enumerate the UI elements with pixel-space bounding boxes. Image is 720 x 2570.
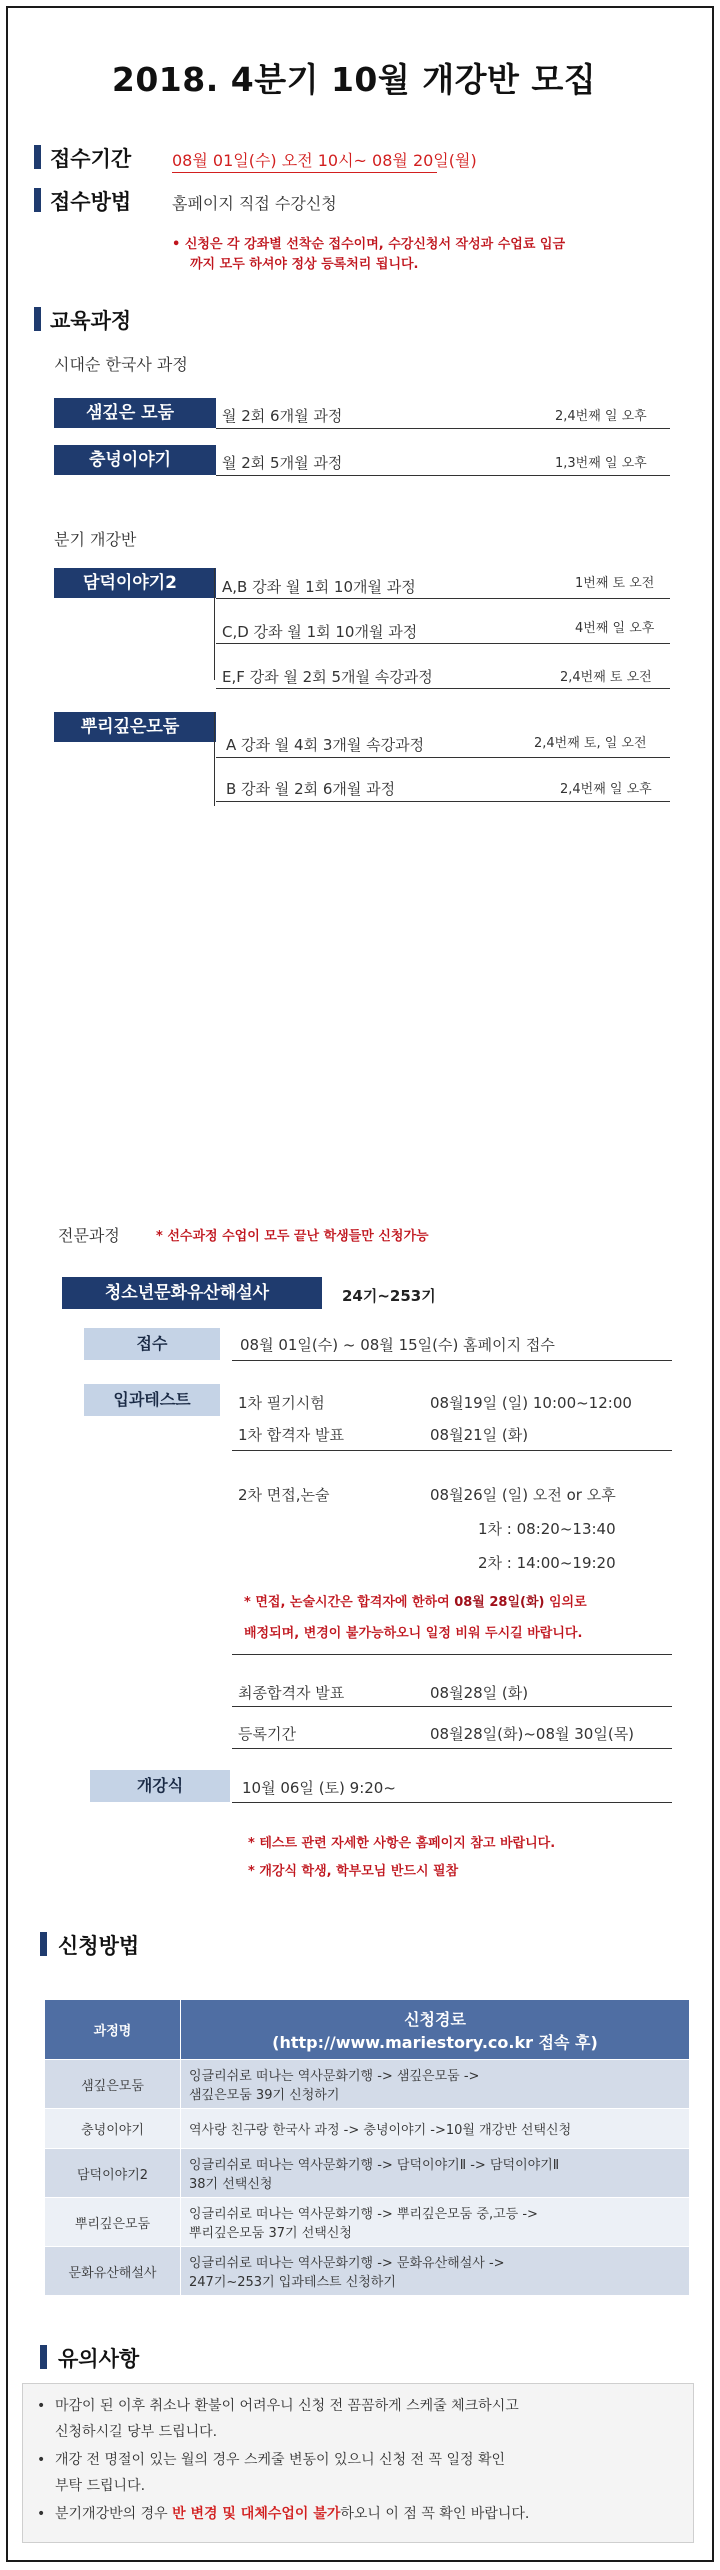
course-cell: 샘깊은모둠: [45, 2060, 181, 2109]
test-value: 08월19일 (일) 10:00~12:00: [430, 1394, 632, 1412]
row-divider: [216, 598, 670, 599]
row-divider: [232, 1450, 672, 1451]
path-line: 잉글리쉬로 떠나는 역사문화기행 -> 문화유산해설사 ->: [189, 2256, 505, 2271]
bullet: •: [37, 2452, 46, 2468]
path-line: 역사랑 친구랑 한국사 과정 -> 충녕이야기 ->10월 개강반 선택신청: [189, 2123, 572, 2138]
table-row: [45, 2198, 690, 2247]
interview-note-date: 08월 28일(화): [454, 1595, 545, 1610]
section-marker: [40, 1932, 47, 1956]
path-cell: [181, 2109, 690, 2149]
interview-note-text: 임의로: [544, 1595, 587, 1610]
course-tag-saemgipeun: 샘깊은 모둠: [54, 398, 206, 428]
final-value: 08월28일(화)~08월 30일(목): [430, 1725, 635, 1743]
course-desc: A 강좌 월 4회 3개월 속강과정: [226, 736, 425, 754]
table-row: [45, 2247, 690, 2296]
row-divider: [216, 801, 670, 802]
bullet: •: [37, 2398, 46, 2414]
path-cell: [181, 2247, 690, 2296]
section-marker: [34, 188, 41, 212]
course-schedule: 1,3번째 일 오후: [555, 456, 647, 471]
col-header-path: [181, 2000, 690, 2060]
period-underline: [172, 172, 437, 173]
program-terms: 24기~253기: [342, 1287, 436, 1305]
col-header-path-line2: (http://www.mariestory.co.kr 접속 후): [272, 2032, 598, 2052]
notice-text: 분기개강반의 경우: [55, 2506, 173, 2522]
notice-item-1-cont: 신청하시길 당부 드립니다.: [55, 2424, 218, 2440]
col-header-path-line1: 신청경로: [404, 2009, 466, 2029]
notice-item-3: [37, 2502, 529, 2526]
footnote-2: * 개강식 학생, 학부모님 반드시 필참: [248, 1864, 459, 1879]
table-header-row: [45, 2000, 690, 2060]
test-item: 1차 합격자 발표: [238, 1426, 345, 1444]
expert-heading: 전문과정: [58, 1226, 120, 1245]
reception-method-label: 접수방법: [50, 190, 132, 214]
curriculum-heading: 교육과정: [50, 309, 132, 333]
final-item: 등록기간: [238, 1725, 296, 1743]
apply-heading: 신청방법: [58, 1934, 140, 1958]
course-schedule: 2,4번째 토, 일 오전: [534, 736, 647, 751]
table-row: [45, 2060, 690, 2109]
path-cell: [181, 2149, 690, 2198]
section-marker: [34, 307, 41, 331]
chrono-heading: 시대순 한국사 과정: [54, 355, 188, 374]
course-schedule: 2,4번째 토 오전: [560, 670, 652, 685]
test-value: 08월21일 (화): [430, 1426, 529, 1444]
bullet: •: [37, 2506, 46, 2522]
interview-slot-2: 2차 : 14:00~19:20: [478, 1554, 616, 1572]
course-cell: 문화유산해설사: [45, 2247, 181, 2296]
reception-tag: 접수: [84, 1328, 220, 1360]
course-desc: B 강좌 월 2회 6개월 과정: [226, 780, 396, 798]
row-divider: [232, 1802, 672, 1803]
table-row: [45, 2149, 690, 2198]
course-desc: A,B 강좌 월 1회 10개월 과정: [222, 578, 416, 596]
path-line: 잉글리쉬로 떠나는 역사문화기행 -> 샘깊은모둠 ->: [189, 2069, 480, 2084]
notice-box: [22, 2383, 694, 2543]
section-marker: [34, 145, 41, 169]
notice-item-2: [37, 2448, 505, 2472]
notice-emphasis: 반 변경 및 대체수업이 불가: [172, 2506, 341, 2522]
expert-note: * 선수과정 수업이 모두 끝난 학생들만 신청가능: [156, 1229, 429, 1244]
path-cell: [181, 2198, 690, 2247]
group-bracket: [214, 568, 215, 680]
course-cell: 담덕이야기2: [45, 2149, 181, 2198]
apply-table: [44, 1999, 690, 2296]
course-schedule: 2,4번째 일 오후: [555, 409, 647, 424]
course-schedule: 2,4번째 일 오후: [560, 782, 652, 797]
notice-heading: 유의사항: [58, 2347, 140, 2371]
course-tag-ppuri: 뿌리깊은모둠: [54, 712, 206, 742]
course-schedule: 1번째 토 오전: [575, 576, 655, 591]
test-item: 2차 면접,논술: [238, 1486, 330, 1504]
reception-period-value: 08월 01일(수) 오전 10시~ 08월 20일(월): [172, 151, 477, 170]
col-header-course: 과정명: [45, 2000, 181, 2060]
path-cell: [181, 2060, 690, 2109]
row-divider: [216, 643, 670, 644]
course-cell: 뿌리깊은모둠: [45, 2198, 181, 2247]
path-line: 뿌리깊은모둠 37기 선택신청: [189, 2226, 352, 2241]
interview-slot-1: 1차 : 08:20~13:40: [478, 1520, 616, 1538]
test-item: 1차 필기시험: [238, 1394, 325, 1412]
path-line: 247기~253기 입과테스트 신청하기: [189, 2275, 396, 2290]
quarter-heading: 분기 개강반: [54, 530, 137, 549]
course-schedule: 4번째 일 오후: [575, 621, 655, 636]
course-desc: C,D 강좌 월 1회 10개월 과정: [222, 623, 418, 641]
course-cell: 충녕이야기: [45, 2109, 181, 2149]
reception-note-line2: 까지 모두 하셔야 정상 등록처리 됩니다.: [190, 257, 419, 272]
test-value: 08월26일 (일) 오전 or 오후: [430, 1486, 616, 1504]
expert-reception-value: 08월 01일(수) ~ 08월 15일(수) 홈페이지 접수: [240, 1336, 555, 1354]
final-item: 최종합격자 발표: [238, 1684, 345, 1702]
reception-note-line1: • 신청은 각 강좌별 선착순 접수이며, 수강신청서 작성과 수업료 입금: [172, 237, 566, 252]
course-desc: 월 2회 6개월 과정: [222, 407, 343, 425]
footnote-1: * 테스트 관련 자세한 사항은 홈페이지 참고 바랍니다.: [248, 1836, 556, 1851]
interview-note-line1: [244, 1591, 587, 1610]
row-divider: [216, 757, 670, 758]
course-tag-chungnyeong: 충녕이야기: [54, 445, 206, 475]
reception-method-value: 홈페이지 직접 수강신청: [172, 194, 337, 213]
program-tag: 청소년문화유산해설사: [62, 1277, 312, 1309]
course-tag-damdeok: 담덕이야기2: [54, 568, 206, 598]
test-tag: 입과테스트: [84, 1384, 220, 1416]
row-divider: [232, 1748, 672, 1749]
table-row: [45, 2109, 690, 2149]
final-value: 08월28일 (화): [430, 1684, 529, 1702]
opening-tag: 개강식: [90, 1770, 230, 1802]
course-desc: 월 2회 5개월 과정: [222, 454, 343, 472]
row-divider: [232, 1360, 672, 1361]
row-divider: [216, 428, 670, 429]
path-line: 잉글리쉬로 떠나는 역사문화기행 -> 뿌리깊은모둠 중,고등 ->: [189, 2207, 538, 2222]
notice-item-2-cont: 부탁 드립니다.: [55, 2478, 146, 2494]
row-divider: [216, 475, 670, 476]
row-divider: [216, 688, 670, 689]
path-line: 잉글리쉬로 떠나는 역사문화기행 -> 담덕이야기Ⅱ -> 담덕이야기Ⅱ: [189, 2158, 560, 2173]
page-title: 2018. 4분기 10월 개강반 모집: [111, 60, 597, 99]
course-desc: E,F 강좌 월 2회 5개월 속강과정: [222, 668, 433, 686]
row-divider: [232, 1706, 672, 1707]
notice-text: 개강 전 명절이 있는 월의 경우 스케줄 변동이 있으니 신청 전 꼭 일정 확인: [55, 2452, 506, 2468]
group-bracket: [214, 712, 215, 806]
interview-note-line2: 배정되며, 변경이 불가능하오니 일정 비워 두시길 바랍니다.: [244, 1626, 583, 1641]
row-divider: [232, 1654, 672, 1655]
section-marker: [40, 2345, 47, 2369]
reception-period-label: 접수기간: [50, 147, 132, 171]
notice-text: 마감이 된 이후 취소나 환불이 어려우니 신청 전 꼼꼼하게 스케줄 체크하시고: [55, 2398, 519, 2414]
path-line: 38기 선택신청: [189, 2177, 273, 2192]
notice-text: 하오니 이 점 꼭 확인 바랍니다.: [340, 2506, 530, 2522]
notice-item-1: [37, 2394, 519, 2418]
path-line: 샘깊은모둠 39기 신청하기: [189, 2088, 340, 2103]
opening-value: 10월 06일 (토) 9:20~: [242, 1779, 396, 1797]
interview-note-text: * 면접, 논술시간은 합격자에 한하여: [244, 1595, 455, 1610]
